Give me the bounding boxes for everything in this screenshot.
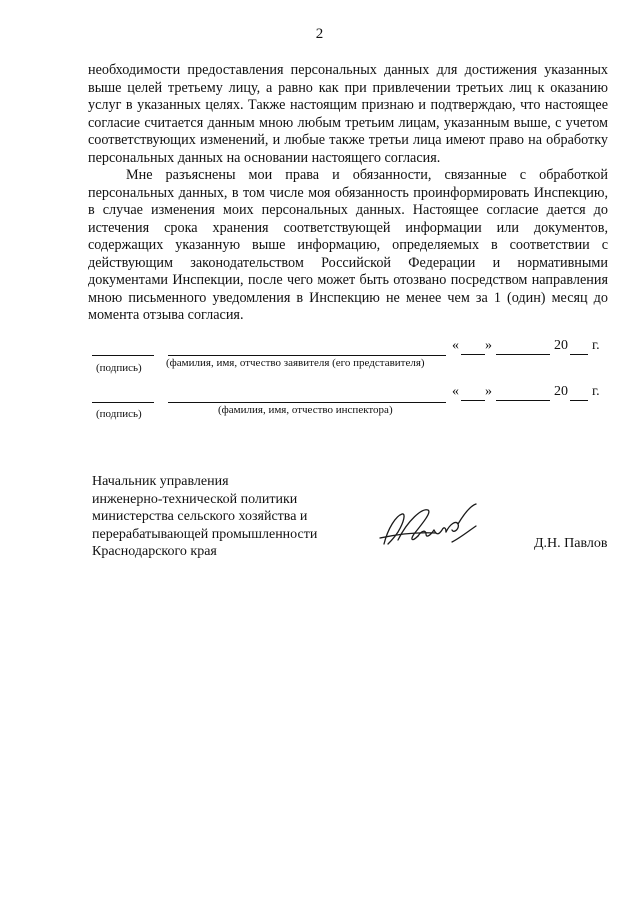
- inspector-signature-caption: (подпись): [96, 408, 142, 420]
- inspector-name-caption: (фамилия, имя, отчество инспектора): [218, 404, 393, 416]
- signatory-name: Д.Н. Павлов: [534, 536, 608, 551]
- applicant-year-prefix: 20: [554, 338, 568, 353]
- handwritten-signature: [378, 500, 488, 560]
- applicant-name-line: [168, 355, 446, 356]
- applicant-date-open-quote: «: [452, 338, 459, 353]
- inspector-date-close-quote: »: [485, 384, 492, 399]
- position-line: министерства сельского хозяйства и: [92, 509, 308, 524]
- inspector-month-line: [496, 400, 550, 401]
- signatory-position: [92, 473, 372, 561]
- inspector-signature-line: [92, 402, 154, 403]
- consent-body-text: [88, 62, 608, 325]
- inspector-year-suffix: г.: [592, 384, 600, 399]
- inspector-name-line: [168, 402, 446, 403]
- paragraph-rights-explained: Мне разъяснены мои права и обязанности, связанные с обработкой персональных данных, в том числе моя обязанность проинформировать Инспекцию, в случае изменения моих персональных данных. Настоящее согласие дается до истечения срока хранения соответствующей информации или документов, содержащих указанную выше информацию, определяемых в соответствии с действующим законодательством Российской Федерации и нормативными документами Инспекции, после чего может быть отозвано посредством направления мною письменного уведомления в Инспекцию не менее чем за 1 (один) месяц до момента отзыва согласия.: [88, 167, 608, 323]
- position-line: Начальник управления: [92, 474, 229, 489]
- inspector-year-prefix: 20: [554, 384, 568, 399]
- applicant-day-line: [461, 354, 485, 355]
- position-line: Краснодарского края: [92, 544, 217, 559]
- applicant-year-line: [570, 354, 588, 355]
- applicant-signature-caption: (подпись): [96, 362, 142, 374]
- inspector-date-open-quote: «: [452, 384, 459, 399]
- applicant-month-line: [496, 354, 550, 355]
- applicant-date-close-quote: »: [485, 338, 492, 353]
- inspector-year-line: [570, 400, 588, 401]
- position-line: перерабатывающей промышленности: [92, 526, 318, 542]
- paragraph-third-parties: необходимости предоставления персональных данных для достижения указанных выше целей третьему лицу, а равно как при привлечении третьих лиц к оказанию услуг в указанных целях. Также настоящим признаю и подтверждаю, что настоящее согласие считается данным мною любым третьим лицам, указанным выше, с учетом соответствующих изменений, и любые также третьи лица имеют право на обработку персональных данных на основании настоящего согласия.: [88, 62, 608, 166]
- applicant-name-caption: (фамилия, имя, отчество заявителя (его представителя): [166, 357, 425, 369]
- applicant-year-suffix: г.: [592, 338, 600, 353]
- page-number: 2: [315, 26, 324, 42]
- inspector-day-line: [461, 400, 485, 401]
- applicant-signature-line: [92, 355, 154, 356]
- position-line: инженерно-технической политики: [92, 491, 298, 507]
